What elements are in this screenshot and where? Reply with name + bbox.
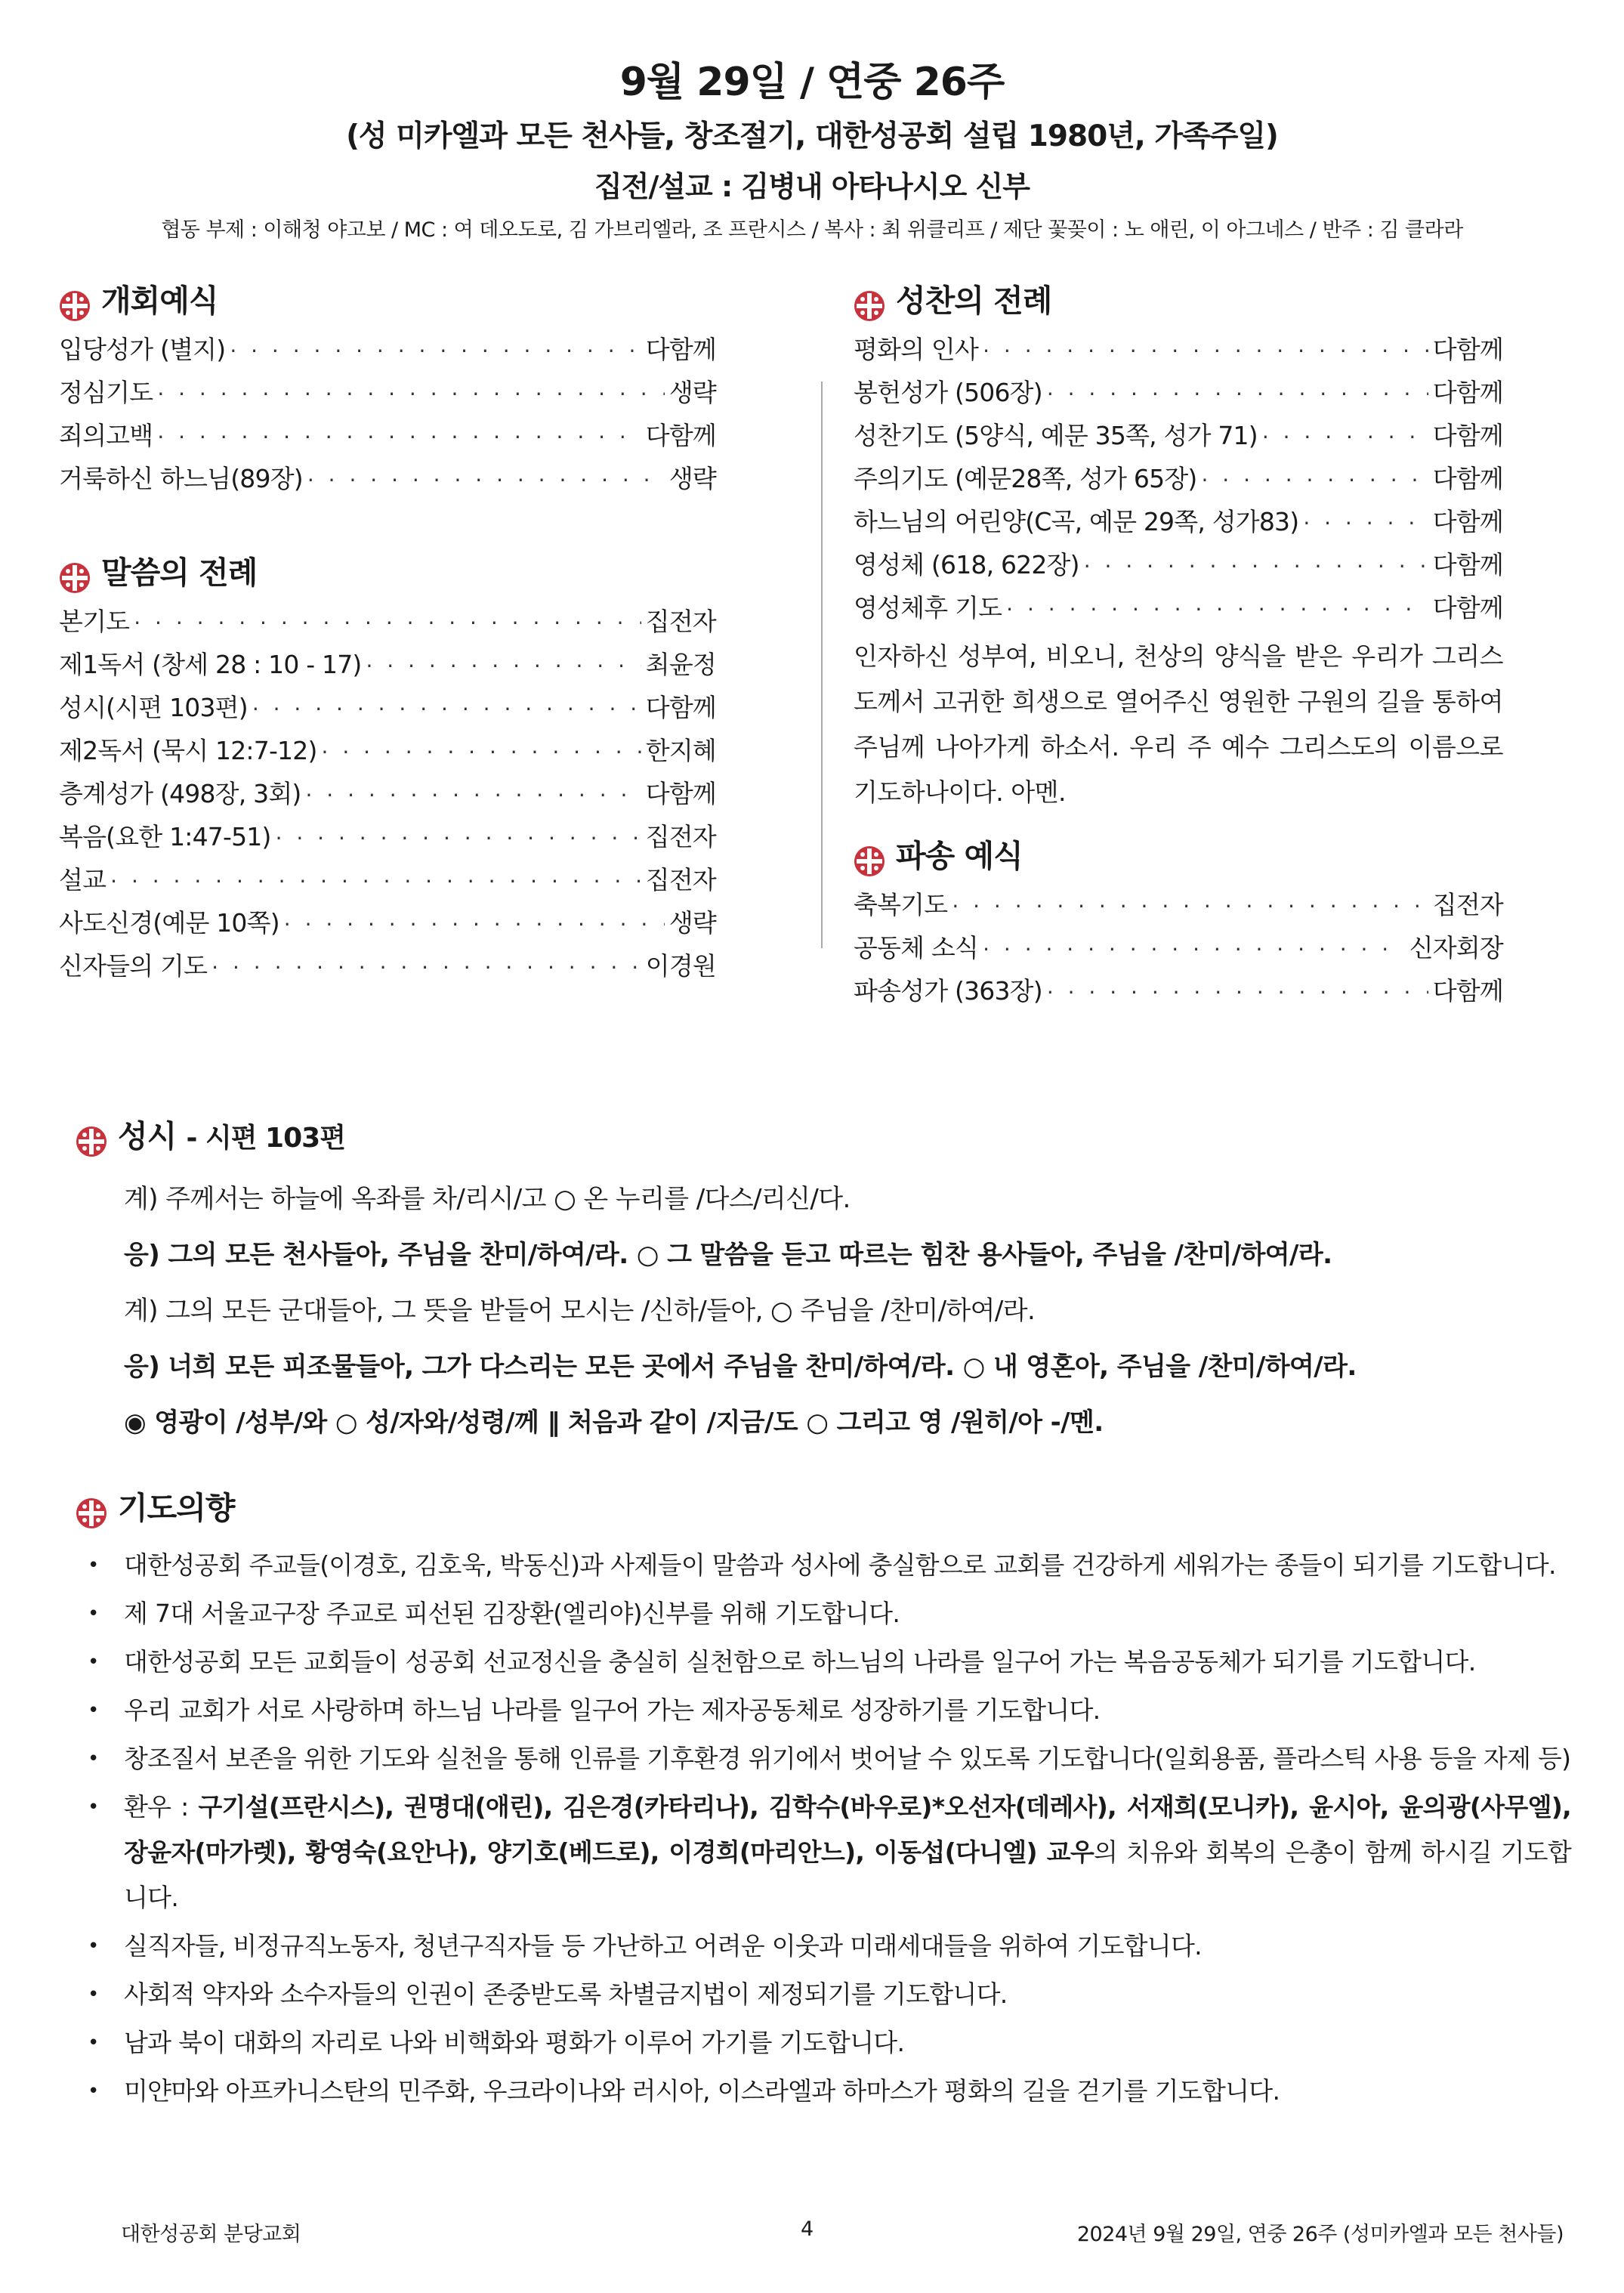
service-item — [59, 371, 716, 414]
footer — [121, 2217, 1564, 2248]
service-item-leader: 다함께 — [1432, 507, 1503, 536]
service-item-label: 신자들의 기도 — [59, 951, 208, 981]
service-item-leader: 다함께 — [645, 693, 716, 722]
service-item — [59, 901, 716, 944]
leader-dots — [366, 644, 641, 688]
service-item-label: 영성체 (618, 622장) — [854, 550, 1079, 579]
intention-item-sick — [76, 1785, 1571, 1921]
psalm-line: 계) 그의 모든 군대들아, 그 뜻을 받들어 모시는 /신하/들아, ○ 주님을 /찬미/하여/라. — [124, 1296, 1036, 1326]
service-item-label: 층계성가 (498장, 3회) — [59, 779, 301, 808]
leader-dots — [952, 885, 1428, 928]
leader-dots — [305, 774, 641, 817]
section-title-text: 말씀의 전례 — [101, 555, 258, 591]
service-item-label: 사도신경(예문 10쪽) — [59, 908, 279, 938]
red-cross-icon — [76, 1120, 107, 1151]
service-item-label: 제2독서 (묵시 12:7-12) — [59, 736, 317, 765]
leader-dots — [157, 416, 641, 459]
service-item-label: 주의기도 (예문28쪽, 성가 65장) — [854, 464, 1197, 493]
leader-dots — [134, 601, 641, 644]
service-item-label: 성시(시편 103편) — [59, 693, 248, 722]
service-item-leader: 다함께 — [1432, 550, 1503, 579]
leader-dots — [211, 946, 641, 989]
service-item-label: 평화의 인사 — [854, 335, 979, 364]
service-item-leader: 이경원 — [645, 951, 716, 981]
leader-dots — [284, 903, 665, 946]
service-item-label: 복음(요한 1:47-51) — [59, 822, 271, 851]
right-column — [854, 273, 1503, 1012]
service-item-label: 거룩하신 하느님(89장) — [59, 464, 303, 493]
section-dismissal-title — [854, 829, 1503, 883]
service-item — [59, 944, 716, 987]
section-word-title — [59, 545, 716, 600]
service-item — [59, 600, 716, 643]
intentions-list — [76, 1543, 1571, 2114]
page-subtitle: (성 미카엘과 모든 천사들, 창조절기, 대한성공회 설립 1980년, 가족주일) — [346, 119, 1278, 153]
service-item-leader: 최윤정 — [645, 650, 716, 679]
service-item-label: 축복기도 — [854, 890, 948, 919]
red-cross-icon — [854, 839, 885, 871]
service-item — [59, 729, 716, 772]
service-item-leader: 집전자 — [645, 865, 716, 895]
intention-item: • 대한성공회 모든 교회들이 성공회 선교정신을 충실히 실천함으로 하느님의 나라를 일구어 가는 복음공동체가 되기를 기도합니다. — [76, 1639, 1571, 1685]
leader-dots — [110, 860, 641, 903]
red-cross-icon — [59, 284, 91, 316]
leader-dots — [1047, 372, 1428, 416]
intention-item: • 제 7대 서울교구장 주교로 피선된 김장환(엘리야)신부를 위해 기도합니다. — [76, 1591, 1571, 1636]
service-item — [59, 815, 716, 858]
service-item — [59, 457, 716, 500]
service-item-leader: 생략 — [668, 908, 716, 938]
leader-dots — [1047, 971, 1428, 1014]
psalm-reference: - 시편 103편 — [186, 1123, 345, 1154]
service-item — [59, 858, 716, 901]
intention-item: • 우리 교회가 서로 사랑하며 하느님 나라를 일구어 가는 제자공동체로 성장하기를 기도합니다. — [76, 1688, 1571, 1733]
service-item-leader: 한지혜 — [645, 736, 716, 765]
intention-item: • 사회적 약자와 소수자들의 인권이 존중받도록 차별금지법이 제정되기를 기도합니다. — [76, 1972, 1571, 2017]
service-item-label: 제1독서 (창세 28 : 10 - 17) — [59, 650, 362, 679]
psalm-line: 응) 너희 모든 피조물들아, 그가 다스리는 모든 곳에서 주님을 찬미/하여/라. ○ 내 영혼아, 주님을 /찬미/하여/라. — [124, 1352, 1357, 1382]
eucharist-list — [854, 328, 1503, 629]
dismissal-list — [854, 883, 1503, 1012]
left-column — [59, 273, 716, 987]
service-item — [59, 414, 716, 457]
intention-item: • 창조질서 보존을 위한 기도와 실천을 통해 인류를 기후환경 위기에서 벗어날 수 있도록 기도합니다(일회용품, 플라스틱 사용 등을 자제 등) — [76, 1736, 1571, 1782]
leader-dots — [307, 459, 665, 502]
service-item-label: 설교 — [59, 865, 107, 895]
service-item — [854, 371, 1503, 414]
service-item — [59, 643, 716, 686]
footer-date: 2024년 9월 29일, 연중 26주 (성미카엘과 모든 천사들) — [1076, 2223, 1564, 2246]
service-item-leader: 다함께 — [1432, 421, 1503, 450]
sick-names: 구기설(프란시스), 권명대(애린), 김은경(카타리나), 김학수(바우로)*오선자(데레사), 서재희(모니카), 윤시아, 윤의광(사무엘), 장윤자(마가렛), 황영숙(요안나), 양기호(베드로), 이경희(마리안느), 이동섭(다니엘) 교우 — [124, 1792, 1571, 1867]
section-title-text: 파송 예식 — [896, 838, 1023, 874]
red-cross-icon — [59, 556, 91, 588]
celebrant-line: 집전/설교 : 김병내 아타나시오 신부 — [594, 170, 1030, 203]
sick-suffix: 의 치유와 회복의 은총이 함께 하시길 기도합니다. — [124, 1837, 1571, 1912]
leader-dots — [276, 817, 641, 860]
psalm-line: ◉ 영광이 /성부/와 ○ 성/자와/성령/께 ‖ 처음과 같이 /지금/도 ○ 그리고 영 /원히/아 -/멘. — [124, 1408, 1104, 1438]
footer-church: 대한성공회 분당교회 — [121, 2223, 301, 2246]
section-psalm-title — [76, 1109, 1571, 1163]
red-cross-icon — [76, 1491, 107, 1523]
intention-item: • 실직자들, 비정규직노동자, 청년구직자들 등 가난하고 어려운 이웃과 미래세대들을 위하여 기도합니다. — [76, 1924, 1571, 1969]
service-item-leader: 집전자 — [1432, 890, 1503, 919]
intention-item: • 미얀마와 아프카니스탄의 민주화, 우크라이나와 러시아, 이스라엘과 하마스가 평화의 길을 걷기를 기도합니다. — [76, 2069, 1571, 2114]
service-item — [59, 328, 716, 371]
service-item — [854, 543, 1503, 586]
psalm-section — [76, 1109, 1571, 1451]
service-item-label: 성찬기도 (5양식, 예문 35쪽, 성가 71) — [854, 421, 1258, 450]
leader-dots — [230, 329, 641, 372]
service-item-label: 영성체후 기도 — [854, 593, 1002, 623]
service-item-leader: 다함께 — [1432, 335, 1503, 364]
leader-dots — [983, 329, 1428, 372]
intention-item: • 대한성공회 주교들(이경호, 김호욱, 박동신)과 사제들이 말씀과 성사에 충실함으로 교회를 건강하게 세워가는 종들이 되기를 기도합니다. — [76, 1543, 1571, 1588]
staff-line: 협동 부제 : 이해청 야고보 / MC : 여 데오도로, 김 가브리엘라, 조 프란시스 / 복사 : 최 위클리프 / 제단 꽃꽂이 : 노 애린, 이 아그네스 / 반주 : 김 클라라 — [161, 218, 1463, 242]
service-item — [59, 686, 716, 729]
footer-page-number: 4 — [801, 2217, 814, 2241]
service-item-label: 정심기도 — [59, 378, 153, 407]
service-item-label: 공동체 소식 — [854, 933, 979, 963]
service-item — [854, 414, 1503, 457]
service-item-label: 입당성가 (별지) — [59, 335, 226, 364]
section-title-text: 성찬의 전례 — [896, 283, 1052, 319]
opening-list — [59, 328, 716, 500]
post-communion-prayer: 인자하신 성부여, 비오니, 천상의 양식을 받은 우리가 그리스도께서 고귀한 희생으로 열어주신 영원한 구원의 길을 통하여 주님께 나아가게 하소서. 우리 주 예수 그리스도의 이름으로 기도하나이다. 아멘. — [854, 641, 1503, 807]
service-item-leader: 다함께 — [1432, 464, 1503, 493]
leader-dots — [157, 372, 665, 416]
service-item-label: 파송성가 (363장) — [854, 976, 1042, 1006]
service-item — [854, 457, 1503, 500]
service-item-leader: 다함께 — [645, 779, 716, 808]
service-item-leader: 다함께 — [1432, 593, 1503, 623]
service-item — [59, 772, 716, 815]
service-item — [854, 883, 1503, 926]
intentions-section — [76, 1481, 1571, 2117]
sick-prefix: 환우 : — [124, 1792, 199, 1822]
service-item-leader: 다함께 — [645, 335, 716, 364]
red-cross-icon — [854, 284, 885, 316]
page-title: 9월 29일 / 연중 26주 — [619, 60, 1005, 105]
service-item-leader: 다함께 — [1432, 976, 1503, 1006]
psalm-line: 계) 주께서는 하늘에 옥좌를 차/리시/고 ○ 온 누리를 /다스/리신/다. — [124, 1184, 851, 1214]
service-item-leader: 다함께 — [1432, 378, 1503, 407]
service-item-label: 죄의고백 — [59, 421, 153, 450]
word-list — [59, 600, 716, 987]
service-item-leader: 신자회장 — [1409, 933, 1503, 963]
leader-dots — [1262, 416, 1428, 459]
service-item-leader: 다함께 — [645, 421, 716, 450]
section-title-text: 기도의향 — [118, 1490, 235, 1526]
service-item-leader: 집전자 — [645, 607, 716, 636]
service-item-label: 하느님의 어린양(C곡, 예문 29쪽, 성가83) — [854, 507, 1299, 536]
section-title-text: 성시 — [118, 1118, 177, 1154]
service-item — [854, 500, 1503, 543]
leader-dots — [1303, 502, 1428, 545]
service-item-label: 봉헌성가 (506장) — [854, 378, 1042, 407]
section-intentions-title — [76, 1481, 1571, 1535]
column-divider — [821, 382, 823, 948]
section-title-text: 개회예식 — [101, 283, 218, 319]
leader-dots — [322, 731, 641, 774]
section-eucharist-title — [854, 273, 1503, 328]
header — [0, 53, 1624, 249]
intention-item: • 남과 북이 대화의 자리로 나와 비핵화와 평화가 이루어 가기를 기도합니다. — [76, 2020, 1571, 2066]
service-item — [854, 328, 1503, 371]
service-item-leader: 생략 — [668, 464, 716, 493]
leader-dots — [1201, 459, 1428, 502]
service-item-label: 본기도 — [59, 607, 130, 636]
leader-dots — [983, 928, 1405, 971]
service-item — [854, 586, 1503, 629]
leader-dots — [1084, 545, 1428, 588]
section-opening-title — [59, 273, 716, 328]
service-item — [854, 969, 1503, 1012]
leader-dots — [1006, 588, 1428, 631]
service-item-leader: 생략 — [668, 378, 716, 407]
service-item — [854, 926, 1503, 969]
psalm-line: 응) 그의 모든 천사들아, 주님을 찬미/하여/라. ○ 그 말씀을 듣고 따르는 힘찬 용사들아, 주님을 /찬미/하여/라. — [124, 1240, 1332, 1270]
leader-dots — [252, 688, 641, 731]
service-item-leader: 집전자 — [645, 822, 716, 851]
